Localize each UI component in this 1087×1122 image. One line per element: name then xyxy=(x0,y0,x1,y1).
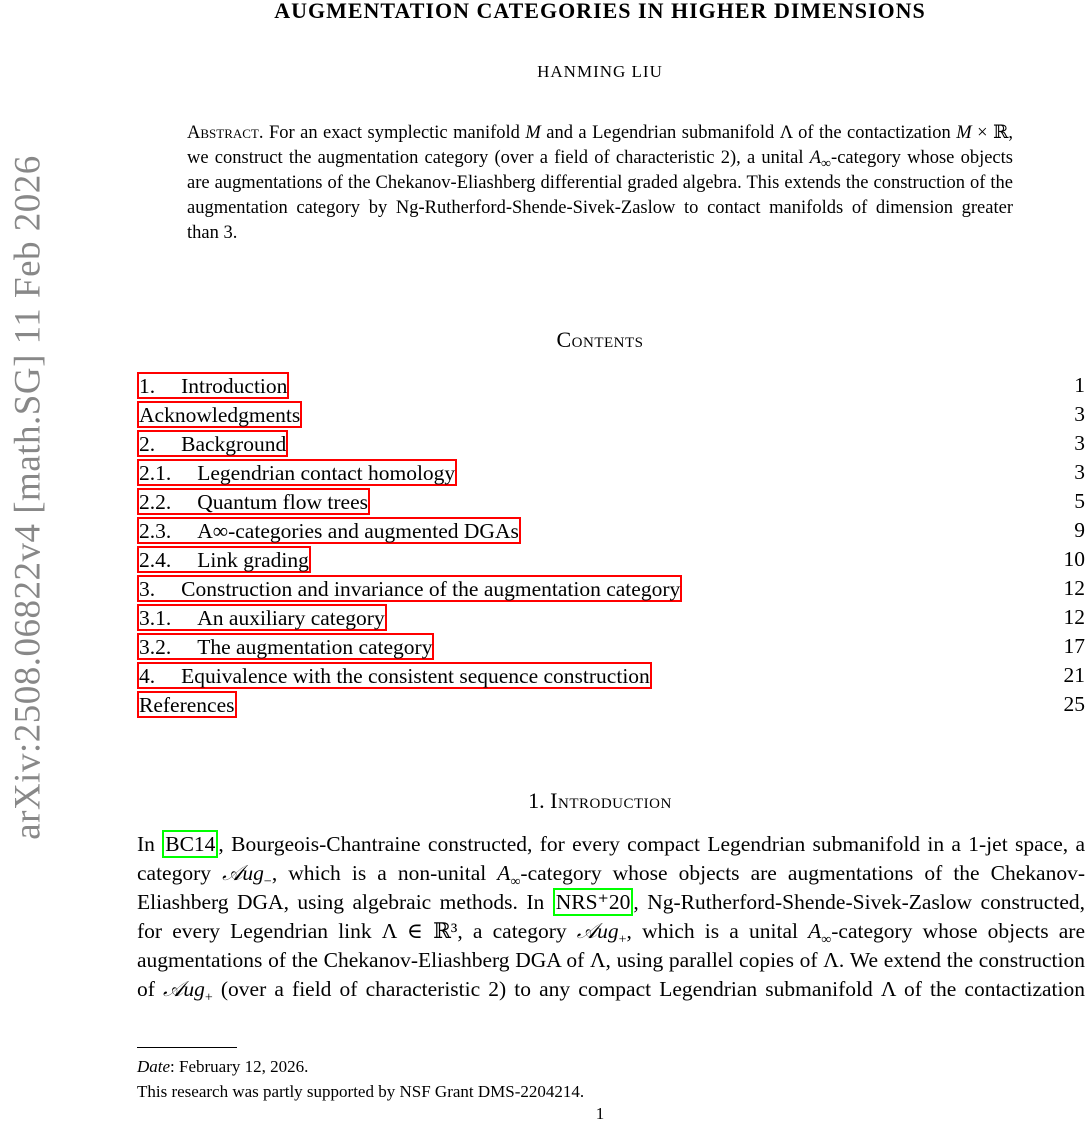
author-name: HANMING LIU xyxy=(537,62,663,81)
toc-title: The augmentation category xyxy=(197,635,433,659)
toc-link[interactable] xyxy=(137,633,434,660)
toc-number: 3.1. xyxy=(139,606,172,630)
introduction-paragraph xyxy=(137,830,1085,1004)
toc-link[interactable] xyxy=(137,488,370,515)
math-symbol: − xyxy=(263,874,272,890)
text-segment: -category whose objects are augmentations of the Chekanov-Eliashberg differential graded algebra. This extends the construction of the augmentation category by Ng-Rutherford-Shende-Sivek-Zaslow to contact manifolds of dimension greater than 3. xyxy=(187,148,1013,243)
toc-number: 2.4. xyxy=(139,548,172,572)
paper-title: AUGMENTATION CATEGORIES IN HIGHER DIMENSIONS xyxy=(274,0,926,23)
math-symbol: + xyxy=(618,932,627,948)
section-title: Introduction xyxy=(550,788,672,813)
toc-page: 9 xyxy=(1074,518,1085,542)
text-segment: In xyxy=(137,832,163,856)
toc-entry xyxy=(137,400,1085,429)
footnote-date xyxy=(137,1054,584,1079)
text-segment: For an exact symplectic manifold xyxy=(263,123,526,143)
math-symbol: A xyxy=(809,148,822,168)
toc-entry xyxy=(137,429,1085,458)
toc-entry xyxy=(137,458,1085,487)
toc-link[interactable] xyxy=(137,459,457,486)
section-number: 1. xyxy=(528,788,545,813)
toc-link[interactable] xyxy=(137,662,652,689)
toc-entry xyxy=(137,371,1085,400)
toc-entry xyxy=(137,632,1085,661)
arxiv-identifier-stamp[interactable]: arXiv:2508.06822v4 [math.SG] 11 Feb 2026 xyxy=(7,155,49,840)
page-number: 1 xyxy=(595,1104,605,1122)
toc-page: 17 xyxy=(1063,634,1085,658)
math-symbol: M xyxy=(525,123,541,143)
toc-number: 2.1. xyxy=(139,461,172,485)
date-value: : February 12, 2026. xyxy=(170,1057,309,1076)
toc-entry xyxy=(137,487,1085,516)
math-symbol: ∞ xyxy=(821,932,832,948)
citation-link[interactable]: NRS⁺20 xyxy=(553,888,634,916)
abstract xyxy=(187,121,1013,246)
toc-link[interactable] xyxy=(137,575,682,602)
toc-page: 5 xyxy=(1074,489,1085,513)
math-symbol: 𝒜ug xyxy=(222,861,264,885)
abstract-label: Abstract. xyxy=(187,123,264,143)
toc-title: Quantum flow trees xyxy=(197,490,369,514)
footnote-rule xyxy=(137,1047,237,1048)
toc-number: 3.2. xyxy=(139,635,172,659)
toc-entry xyxy=(137,661,1085,690)
toc-title: Introduction xyxy=(181,374,288,398)
text-segment: -category whose objects are augmentations of the Chekanov-Eliashberg DGA, using algebraic methods. In xyxy=(137,861,1085,914)
toc-title: Equivalence with the consistent sequence construction xyxy=(181,664,650,688)
math-symbol: A xyxy=(497,861,511,885)
math-symbol: + xyxy=(204,990,213,1006)
toc-title: Background xyxy=(181,432,287,456)
toc-title: References xyxy=(139,693,235,717)
toc-page: 25 xyxy=(1063,692,1085,716)
toc-entry xyxy=(137,545,1085,574)
toc-page: 3 xyxy=(1074,402,1085,426)
toc-number: 2.3. xyxy=(139,519,172,543)
toc-link[interactable] xyxy=(137,691,237,718)
toc-link[interactable] xyxy=(137,517,521,544)
toc-title: Acknowledgments xyxy=(139,403,301,427)
toc-page: 3 xyxy=(1074,460,1085,484)
toc-entry xyxy=(137,690,1085,719)
text-segment: , Bourgeois-Chantraine constructed, for every compact Legendrian submanifold in a 1-jet space, a category xyxy=(137,832,1085,885)
toc-link[interactable] xyxy=(137,604,387,631)
toc-number: 2.2. xyxy=(139,490,172,514)
section-heading-introduction xyxy=(0,788,1087,814)
citation-link[interactable]: BC14 xyxy=(162,830,218,858)
text-segment: , Ng-Rutherford-Shende-Sivek-Zaslow constructed, for every Legendrian link Λ ∈ ℝ³, a category xyxy=(137,890,1085,943)
toc-title: A∞-categories and augmented DGAs xyxy=(197,519,519,543)
toc-title: Link grading xyxy=(197,548,309,572)
table-of-contents xyxy=(137,371,1085,719)
date-label: Date xyxy=(137,1057,171,1076)
toc-number: 4. xyxy=(139,664,156,688)
toc-link[interactable] xyxy=(137,401,302,428)
footnote-funding: This research was partly supported by NSF Grant DMS-2204214. xyxy=(137,1082,585,1101)
text-segment: (over a field of characteristic 2) to any compact Legendrian submanifold Λ of the contactization xyxy=(212,977,1085,1001)
math-symbol: M xyxy=(956,123,972,143)
contents-heading: Contents xyxy=(556,327,644,352)
math-symbol: 𝒜ug xyxy=(163,977,205,1001)
toc-entry xyxy=(137,516,1085,545)
toc-page: 21 xyxy=(1063,663,1085,687)
abstract-text xyxy=(187,123,1013,243)
toc-title: Legendrian contact homology xyxy=(197,461,456,485)
math-symbol: 𝒜ug xyxy=(576,919,619,943)
text-segment: × ℝ, we construct the augmentation category (over a field of characteristic 2), a unital xyxy=(187,123,1013,168)
toc-number: 3. xyxy=(139,577,156,601)
toc-title: An auxiliary category xyxy=(197,606,385,630)
math-symbol: ∞ xyxy=(821,156,832,172)
toc-page: 1 xyxy=(1074,373,1085,397)
toc-title: Construction and invariance of the augmentation category xyxy=(181,577,681,601)
toc-page: 12 xyxy=(1063,576,1085,600)
toc-entry xyxy=(137,603,1085,632)
text-segment: -category whose objects are augmentations of the Chekanov-Eliashberg DGA of Λ, using parallel copies of Λ. We extend the construction of xyxy=(137,919,1085,1001)
toc-page: 12 xyxy=(1063,605,1085,629)
toc-number: 2. xyxy=(139,432,156,456)
toc-entry xyxy=(137,574,1085,603)
math-symbol: ∞ xyxy=(510,874,521,890)
toc-page: 10 xyxy=(1063,547,1085,571)
toc-link[interactable] xyxy=(137,546,311,573)
math-symbol: A xyxy=(808,919,822,943)
toc-link[interactable] xyxy=(137,430,288,457)
text-segment: , which is a non-unital xyxy=(271,861,498,885)
toc-link[interactable] xyxy=(137,372,289,399)
footnotes xyxy=(137,1054,584,1104)
toc-number: 1. xyxy=(139,374,156,398)
toc-page: 3 xyxy=(1074,431,1085,455)
text-segment: and a Legendrian submanifold Λ of the contactization xyxy=(540,123,957,143)
text-segment: , which is a unital xyxy=(626,919,809,943)
